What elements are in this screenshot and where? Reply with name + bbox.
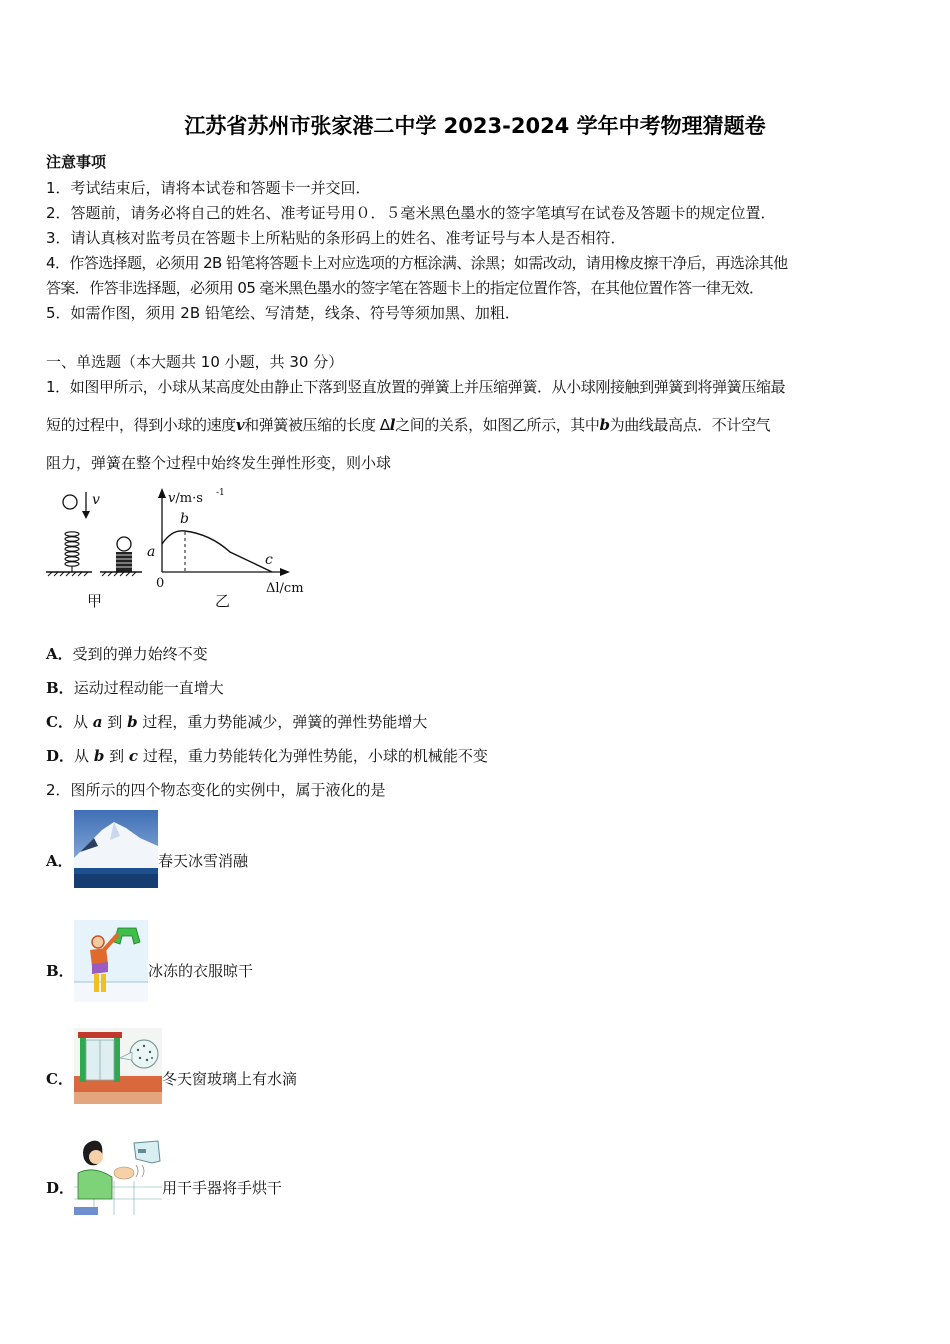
question-1-line-3: 阻力，弹簧在整个过程中始终发生弹性形变，则小球 [46,454,392,472]
svg-text:甲: 甲 [87,592,103,610]
question-1-line-2: 短的过程中，得到小球的速度v和弹簧被压缩的长度 Δl之间的关系，如图乙所示，其中b为曲线最高点．不计空气 [46,416,771,434]
svg-text:a: a [147,544,156,560]
question-1-line-1: 1．如图甲所示，小球从某高度处由静止下落到竖直放置的弹簧上并压缩弹簧．从小球刚接触到弹簧到将弹簧压缩最 [46,378,786,396]
note-item-4: 4．作答选择题，必须用 2B 铅笔将答题卡上对应选项的方框涂满、涂黑；如需改动，请用橡皮擦干净后，再选涂其他 [46,254,788,272]
note-item-3: 3．请认真核对监考员在答题卡上所粘贴的条形码上的姓名、准考证号与本人是否相符． [46,229,626,247]
q1-option-a[interactable]: A．受到的弹力始终不变 [46,645,208,663]
notes-heading: 注意事项 [46,153,107,171]
note-item-4-cont: 答案．作答非选择题，必须用 05 毫米黑色墨水的签字笔在答题卡上的指定位置作答，在其他位置作答一律无效． [46,279,764,297]
note-item-5: 5．如需作图，须用 2B 铅笔绘、写清楚，线条、符号等须加黑、加粗． [46,304,520,322]
question-2-stem: 2．图所示的四个物态变化的实例中，属于液化的是 [46,781,386,799]
hand-dryer-image [74,1137,162,1215]
q2-option-d[interactable]: D． 用干手器将手烘干 [46,1137,306,1215]
section-heading: 一、单选题（本大题共 10 小题，共 30 分） [46,353,344,371]
svg-text:乙: 乙 [215,592,231,610]
svg-text:Δl/cm: Δl/cm [266,581,304,596]
note-item-2: 2．答题前，请务必将自己的姓名、准考证号用０．５毫米黑色墨水的签字笔填写在试卷及答题卡的规定位置． [46,204,776,222]
q2-option-c[interactable]: C． 冬天窗玻璃上有水滴 [46,1028,346,1104]
spring-velocity-diagram [40,482,330,617]
window-droplets-image [74,1028,162,1104]
q2-option-b[interactable]: B． 冰冻的衣服晾干 [46,920,306,1002]
svg-text:-1: -1 [216,488,225,498]
page-title: 江苏省苏州市张家港二中学 2023-2024 学年中考物理猜题卷 [184,114,766,138]
note-item-1: 1．考试结束后，请将本试卷和答题卡一并交回． [46,179,371,197]
svg-text:c: c [265,552,273,568]
q1-option-d[interactable]: D．从 b 到 c 过程，重力势能转化为弹性势能，小球的机械能不变 [46,747,488,765]
q1-option-b[interactable]: B．运动过程动能一直增大 [46,679,224,697]
q2-option-a[interactable]: A． 春天冰雪消融 [46,810,306,888]
svg-text:0: 0 [156,576,165,591]
svg-text:v/m·s: v/m·s [168,491,203,506]
q1-option-c[interactable]: C．从 a 到 b 过程，重力势能减少，弹簧的弹性势能增大 [46,713,428,731]
svg-text:b: b [180,511,189,527]
svg-text:v: v [92,492,100,508]
snow-mountain-image [74,810,158,888]
question-1-figure [40,482,330,617]
frozen-clothes-image [74,920,148,1002]
